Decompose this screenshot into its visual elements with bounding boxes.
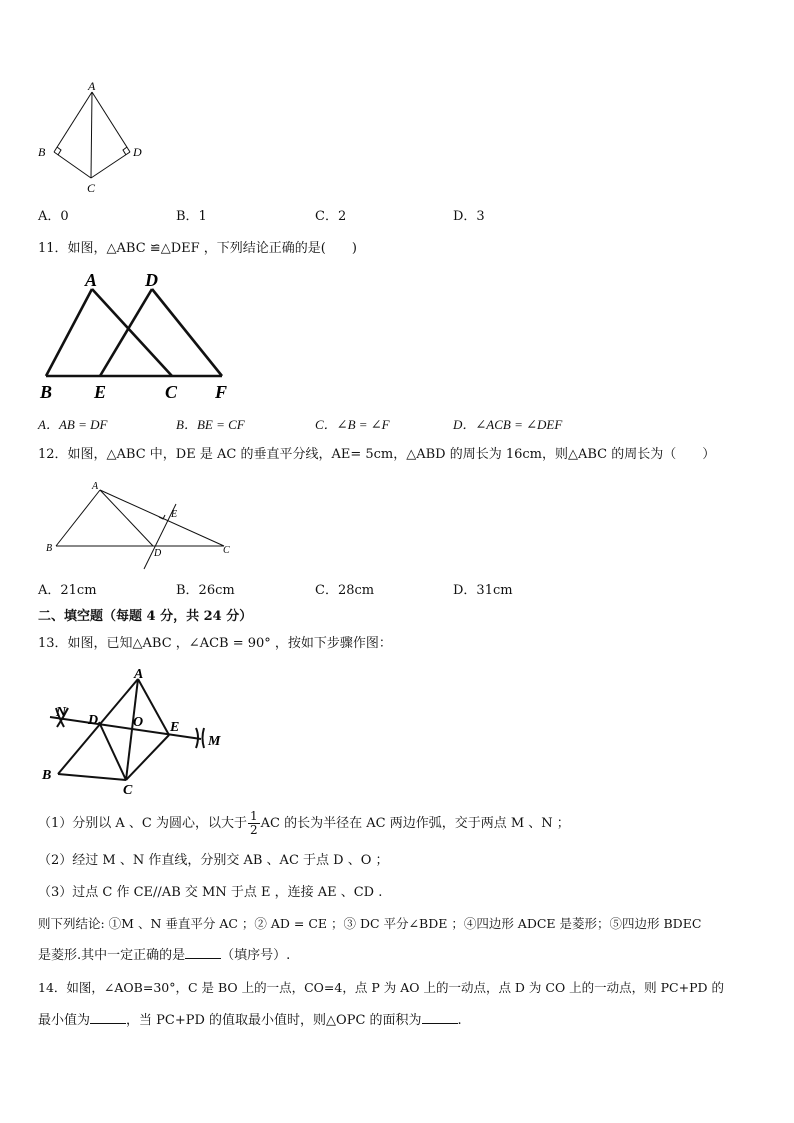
q14-line-1: 14．如图，∠AOB=30°，C 是 BO 上的一点，CO=4，点 P 为 AO 上的一动点，点 D 为 CO 上的一动点，则 PC+PD 的 xyxy=(38,980,724,995)
q13-conclusion-suffix: （填序号）. xyxy=(221,948,291,963)
label-b: B xyxy=(40,382,53,402)
section-heading-fill-in: 二、填空题（每题 4 分，共 24 分） xyxy=(38,609,253,624)
q13-stem: 13．如图，已知△ABC ，∠ACB = 90° ，按如下步骤作图： xyxy=(38,636,392,651)
label-d: D xyxy=(88,713,99,728)
q10-option-c: C．2 xyxy=(315,209,347,224)
segment-ad xyxy=(92,92,130,152)
segment-dc xyxy=(99,722,126,780)
segment-ce xyxy=(126,735,169,780)
q13-figure xyxy=(36,664,236,800)
label-a: A xyxy=(85,270,98,290)
fraction-denominator: 2 xyxy=(250,823,258,837)
q12-stem: 12．如图，△ABC 中，DE 是 AC 的垂直平分线，AE= 5cm，△ABD 的周长为 16cm，则△ABC 的周长为（ ） xyxy=(38,447,716,462)
q11-option-c: C．∠B = ∠F xyxy=(315,417,390,432)
segment-dc xyxy=(91,152,130,178)
label-d: D xyxy=(133,145,142,159)
q11-option-d: D．∠ACB = ∠DEF xyxy=(453,417,563,432)
segment-de xyxy=(100,289,152,376)
q13-step-1 xyxy=(38,806,570,842)
q11-figure xyxy=(34,268,264,402)
label-a: A xyxy=(92,481,99,492)
label-c: C xyxy=(123,783,133,798)
label-b: B xyxy=(38,145,46,159)
kite-figure xyxy=(30,78,160,198)
segment-bc xyxy=(54,152,91,178)
label-b: B xyxy=(42,768,52,783)
label-m: M xyxy=(208,734,221,749)
segment-bc xyxy=(58,774,126,780)
q13-answer-blank[interactable] xyxy=(185,946,221,959)
q12-figure xyxy=(40,475,250,575)
q10-option-d: D．3 xyxy=(453,209,485,224)
q14-answer-blank-1[interactable] xyxy=(90,1011,126,1024)
label-e: E xyxy=(94,382,107,402)
q10-option-b: B．1 xyxy=(176,209,207,224)
q13-conclusion-text: 是菱形.其中一定正确的是 xyxy=(38,948,186,963)
label-b: B xyxy=(46,543,53,554)
label-n: N xyxy=(56,705,67,720)
q13-step-1-part-b: AC 的长为半径在 AC 两边作弧，交于两点 M 、N ； xyxy=(260,816,570,831)
label-e: E xyxy=(171,509,178,520)
q13-conclusions-line-2 xyxy=(38,946,290,965)
q11-option-a: A．AB = DF xyxy=(38,417,108,432)
q12-option-a: A．21cm xyxy=(38,583,97,598)
q13-step-1-part-a: （1）分别以 A 、C 为圆心，以大于 xyxy=(38,816,248,831)
segment-ab xyxy=(46,289,92,376)
label-d: D xyxy=(154,548,162,559)
q12-option-b: B．26cm xyxy=(176,583,235,598)
q14-text-c: . xyxy=(457,1013,462,1028)
q14-text-b: ，当 PC+PD 的值取最小值时，则△OPC 的面积为 xyxy=(126,1013,422,1028)
q13-conclusions-line-1: 则下列结论: ①M 、N 垂直平分 AC ；② AD = CE ；③ DC 平分∠BDE ；④四边形 ADCE 是菱形；⑤四边形 BDEC xyxy=(38,916,702,931)
label-c: C xyxy=(223,545,230,556)
fraction-numerator: 1 xyxy=(250,809,258,823)
q12-option-c: C．28cm xyxy=(315,583,375,598)
label-c: C xyxy=(165,382,178,402)
segment-ad xyxy=(100,490,153,546)
label-o: O xyxy=(133,715,144,730)
segment-ac xyxy=(92,289,172,376)
fraction-one-half xyxy=(248,810,260,837)
segment-ab xyxy=(56,490,100,546)
q10-option-a: A．0 xyxy=(38,209,69,224)
q13-step-3: （3）过点 C 作 CE//AB 交 MN 于点 E ，连接 AE 、CD . xyxy=(38,885,383,900)
label-a: A xyxy=(88,79,96,93)
segment-ac xyxy=(91,92,92,178)
label-d: D xyxy=(145,270,158,290)
label-c: C xyxy=(87,181,96,195)
q11-stem: 11．如图，△ABC ≌△DEF ，下列结论正确的是( ) xyxy=(38,241,357,256)
label-e: E xyxy=(170,720,180,735)
q14-line-2 xyxy=(38,1011,462,1030)
segment-df xyxy=(152,289,222,376)
q11-option-b: B．BE = CF xyxy=(176,417,245,432)
segment-ab xyxy=(54,92,92,152)
label-a: A xyxy=(134,667,144,682)
q14-answer-blank-2[interactable] xyxy=(422,1011,458,1024)
label-f: F xyxy=(215,382,228,402)
q14-text-a: 最小值为 xyxy=(38,1013,91,1028)
arc-near-m-2 xyxy=(203,728,205,748)
q12-option-d: D．31cm xyxy=(453,583,513,598)
q13-step-2: （2）经过 M 、N 作直线，分别交 AB 、AC 于点 D 、O ； xyxy=(38,853,389,868)
right-angle-mark-b xyxy=(57,147,61,155)
